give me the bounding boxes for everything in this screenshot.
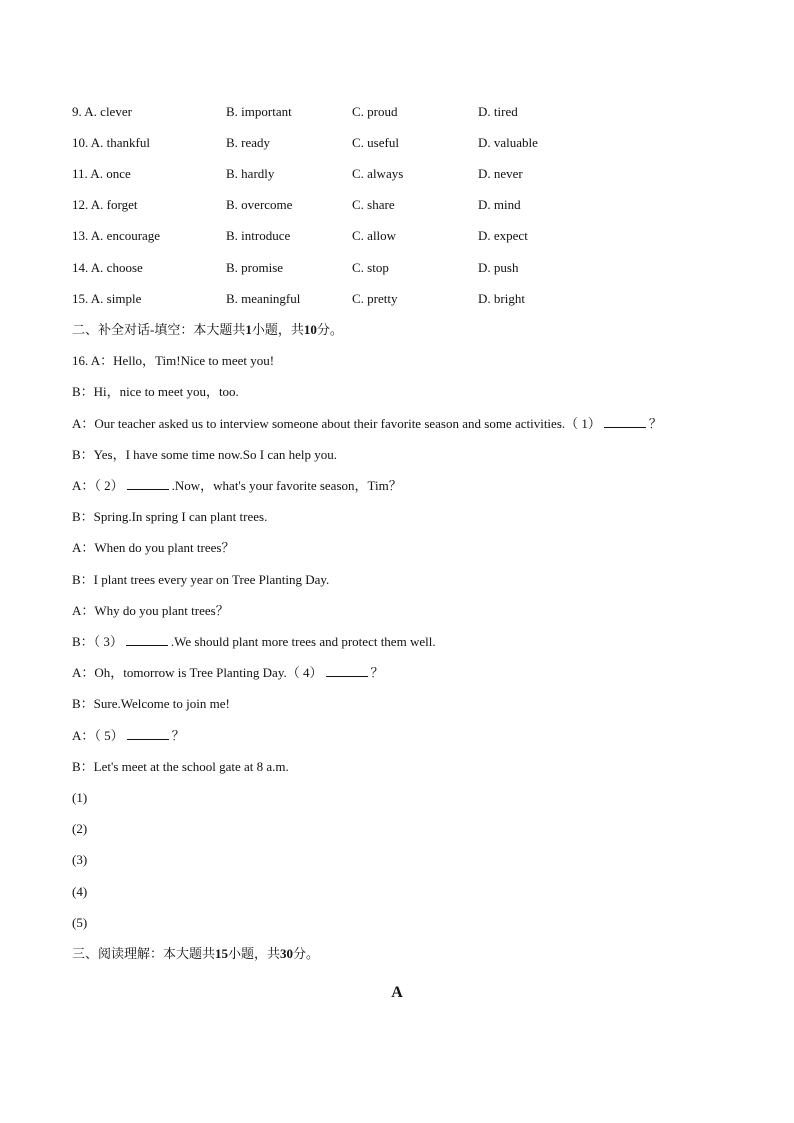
dialogue-line <box>72 665 384 681</box>
option-b: B. overcome <box>226 197 293 212</box>
option-d: D. push <box>478 260 519 275</box>
option-c: C. stop <box>352 260 389 275</box>
dialogue-text: .We should plant more trees and protect them well. <box>170 634 436 649</box>
option-c: C. useful <box>352 135 399 150</box>
answer-line[interactable]: (5) <box>72 915 88 930</box>
heading-text: 小题，共 <box>228 946 281 961</box>
dialogue-line: A：When do you plant trees？ <box>72 540 235 555</box>
option-b: B. promise <box>226 260 284 275</box>
answer-line[interactable]: (2) <box>72 821 88 836</box>
option-d: D. tired <box>478 104 518 119</box>
heading-text: 分。 <box>293 946 320 961</box>
answer-blank-1[interactable] <box>604 416 646 428</box>
option-d: D. mind <box>478 197 521 212</box>
choice-row <box>0 228 794 244</box>
dialogue-line <box>72 416 662 432</box>
answer-line[interactable]: (4) <box>72 884 88 899</box>
answer-blank-3[interactable] <box>126 634 168 646</box>
dialogue-line <box>72 634 436 650</box>
option-d: D. valuable <box>478 135 538 150</box>
choice-row <box>0 260 794 276</box>
option-c: C. pretty <box>352 291 398 306</box>
dialogue-line: B：Hi，nice to meet you，too. <box>72 384 239 399</box>
passage-title: A <box>391 984 403 1001</box>
choice-row <box>0 291 794 307</box>
option-a: 11. A. once <box>72 166 131 181</box>
option-b: B. meaningful <box>226 291 301 306</box>
heading-score: 10 <box>303 322 317 337</box>
option-c: C. always <box>352 166 404 181</box>
answer-blank-2[interactable] <box>127 478 169 490</box>
option-a: 13. A. encourage <box>72 228 161 243</box>
choice-row <box>0 166 794 182</box>
dialogue-text: ？ <box>648 416 662 431</box>
dialogue-line: B：Let's meet at the school gate at 8 a.m. <box>72 759 289 774</box>
dialogue-text: ？ <box>370 665 384 680</box>
answer-blank-4[interactable] <box>326 665 368 677</box>
choice-row <box>0 135 794 151</box>
dialogue-line <box>72 478 402 494</box>
option-a: 14. A. choose <box>72 260 143 275</box>
heading-text: 小题，共 <box>251 322 304 337</box>
heading-score: 30 <box>280 946 294 961</box>
dialogue-line: 16. A：Hello，Tim!Nice to meet you! <box>72 353 275 368</box>
choice-row <box>0 104 794 120</box>
dialogue-line: A：Why do you plant trees？ <box>72 603 229 618</box>
dialogue-text: .Now，what's your favorite season，Tim？ <box>171 478 402 493</box>
option-b: B. important <box>226 104 292 119</box>
dialogue-text: ？ <box>171 728 185 743</box>
option-c: C. allow <box>352 228 397 243</box>
heading-count: 1 <box>245 322 252 337</box>
dialogue-text: A：Our teacher asked us to interview someone about their favorite season and some activities.（ 1） <box>72 416 601 431</box>
heading-count: 15 <box>215 946 229 961</box>
option-b: B. ready <box>226 135 271 150</box>
dialogue-text: A：Oh，tomorrow is Tree Planting Day.（ 4） <box>72 665 323 680</box>
choice-row <box>0 197 794 213</box>
dialogue-line <box>72 728 185 744</box>
dialogue-text: A：（ 5） <box>72 728 124 743</box>
dialogue-line: B：Sure.Welcome to join me! <box>72 696 230 711</box>
heading-text: 分。 <box>316 322 343 337</box>
option-a: 10. A. thankful <box>72 135 150 150</box>
option-b: B. introduce <box>226 228 291 243</box>
heading-text: 三、阅读理解：本大题共 <box>72 946 216 961</box>
section-heading-reading <box>72 946 319 962</box>
option-d: D. expect <box>478 228 528 243</box>
heading-text: 二、补全对话-填空：本大题共 <box>72 322 246 337</box>
option-b: B. hardly <box>226 166 275 181</box>
option-d: D. never <box>478 166 523 181</box>
answer-line[interactable]: (1) <box>72 790 88 805</box>
option-a: 12. A. forget <box>72 197 138 212</box>
dialogue-text: A：（ 2） <box>72 478 124 493</box>
section-heading-dialogue <box>72 322 343 338</box>
dialogue-line: B：Yes，I have some time now.So I can help you. <box>72 447 338 462</box>
option-c: C. proud <box>352 104 398 119</box>
answer-blank-5[interactable] <box>127 728 169 740</box>
dialogue-line: B：Spring.In spring I can plant trees. <box>72 509 268 524</box>
option-a: 15. A. simple <box>72 291 142 306</box>
option-d: D. bright <box>478 291 525 306</box>
option-a: 9. A. clever <box>72 104 132 119</box>
dialogue-line: B：I plant trees every year on Tree Planting Day. <box>72 572 330 587</box>
answer-line[interactable]: (3) <box>72 852 88 867</box>
dialogue-text: B：（ 3） <box>72 634 123 649</box>
option-c: C. share <box>352 197 395 212</box>
